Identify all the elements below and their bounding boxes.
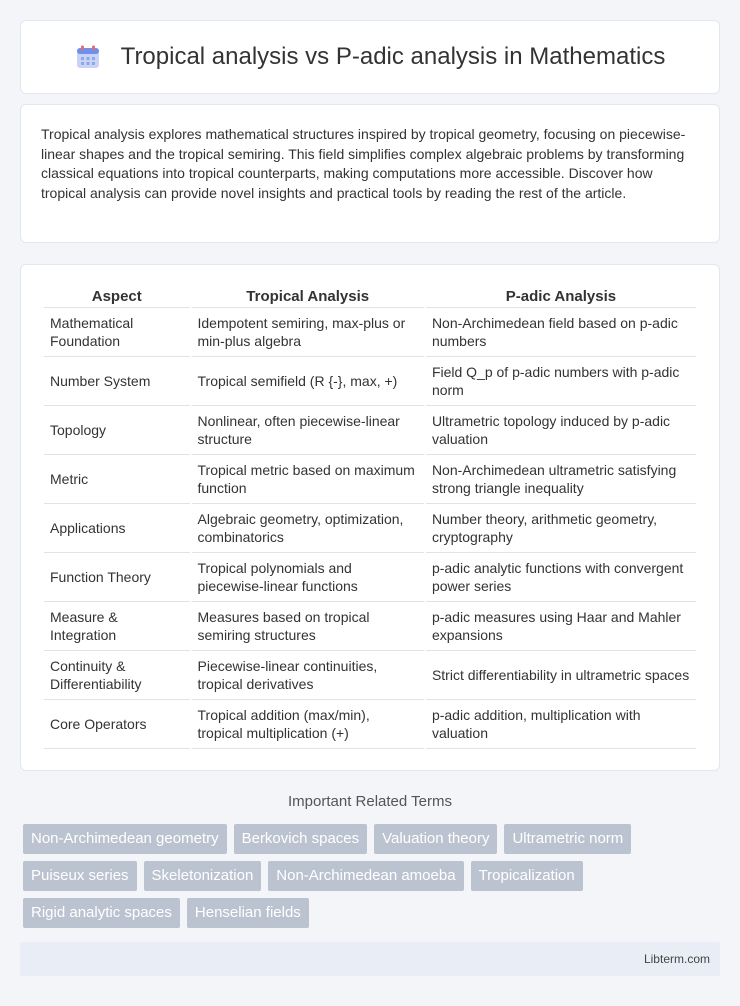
cell-padic: Ultrametric topology induced by p-adic valuation (426, 406, 696, 455)
table-row (44, 602, 696, 651)
comparison-table (42, 285, 698, 749)
related-term-tag[interactable]: Puiseux series (23, 861, 137, 891)
cell-tropical: Tropical polynomials and piecewise-linear functions (192, 553, 424, 602)
cell-aspect: Applications (44, 504, 190, 553)
cell-padic: Field Q_p of p-adic numbers with p-adic norm (426, 357, 696, 406)
related-term-tag[interactable]: Valuation theory (374, 824, 497, 854)
cell-aspect: Number System (44, 357, 190, 406)
cell-aspect: Topology (44, 406, 190, 455)
cell-tropical: Tropical addition (max/min), tropical multiplication (+) (192, 700, 424, 749)
header-aspect: Aspect (44, 285, 190, 308)
comparison-card (20, 264, 720, 771)
cell-padic: p-adic measures using Haar and Mahler expansions (426, 602, 696, 651)
cell-tropical: Tropical semifield (R {-}, max, +) (192, 357, 424, 406)
intro-card (20, 104, 720, 243)
related-term-tag[interactable]: Non-Archimedean amoeba (268, 861, 463, 891)
related-term-tag[interactable]: Tropicalization (471, 861, 583, 891)
cell-padic: Non-Archimedean ultrametric satisfying strong triangle inequality (426, 455, 696, 504)
related-terms-list (20, 824, 720, 928)
cell-aspect: Mathematical Foundation (44, 308, 190, 357)
cell-tropical: Idempotent semiring, max-plus or min-plus algebra (192, 308, 424, 357)
page-header (20, 20, 720, 94)
cell-aspect: Continuity & Differentiability (44, 651, 190, 700)
cell-padic: Non-Archimedean field based on p-adic numbers (426, 308, 696, 357)
footer (20, 942, 720, 976)
cell-tropical: Tropical metric based on maximum function (192, 455, 424, 504)
table-row (44, 455, 696, 504)
cell-aspect: Function Theory (44, 553, 190, 602)
table-row (44, 406, 696, 455)
cell-tropical: Nonlinear, often piecewise-linear structure (192, 406, 424, 455)
related-term-tag[interactable]: Skeletonization (144, 861, 262, 891)
cell-tropical: Algebraic geometry, optimization, combinatorics (192, 504, 424, 553)
table-row (44, 308, 696, 357)
page-title: Tropical analysis vs P-adic analysis in Mathematics (120, 43, 666, 70)
cell-padic: p-adic analytic functions with convergent power series (426, 553, 696, 602)
table-header-row (44, 285, 696, 308)
related-terms-title: Important Related Terms (288, 793, 452, 810)
related-term-tag[interactable]: Henselian fields (187, 898, 309, 928)
related-term-tag[interactable]: Non-Archimedean geometry (23, 824, 227, 854)
cell-aspect: Core Operators (44, 700, 190, 749)
header-padic: P-adic Analysis (426, 285, 696, 308)
table-row (44, 700, 696, 749)
table-row (44, 553, 696, 602)
cell-padic: Strict differentiability in ultrametric spaces (426, 651, 696, 700)
header-tropical: Tropical Analysis (192, 285, 424, 308)
table-row (44, 504, 696, 553)
intro-text: Tropical analysis explores mathematical structures inspired by tropical geometry, focusing on piecewise-linear shapes and the tropical semiring. This field simplifies complex algebraic problems by transforming classical equations into tropical counterparts, making computations more accessible. Discover how tropical analysis can provide novel insights and practical tools by reading the rest of the article. (41, 126, 686, 201)
related-term-tag[interactable]: Rigid analytic spaces (23, 898, 180, 928)
cell-padic: p-adic addition, multiplication with valuation (426, 700, 696, 749)
table-row (44, 651, 696, 700)
cell-aspect: Metric (44, 455, 190, 504)
cell-aspect: Measure & Integration (44, 602, 190, 651)
footer-site-link[interactable]: Libterm.com (643, 952, 710, 966)
related-term-tag[interactable]: Berkovich spaces (234, 824, 368, 854)
cell-tropical: Measures based on tropical semiring structures (192, 602, 424, 651)
related-term-tag[interactable]: Ultrametric norm (504, 824, 631, 854)
cell-tropical: Piecewise-linear continuities, tropical derivatives (192, 651, 424, 700)
table-row (44, 357, 696, 406)
calendar-icon (75, 44, 101, 70)
table-body (44, 308, 696, 749)
cell-padic: Number theory, arithmetic geometry, cryptography (426, 504, 696, 553)
